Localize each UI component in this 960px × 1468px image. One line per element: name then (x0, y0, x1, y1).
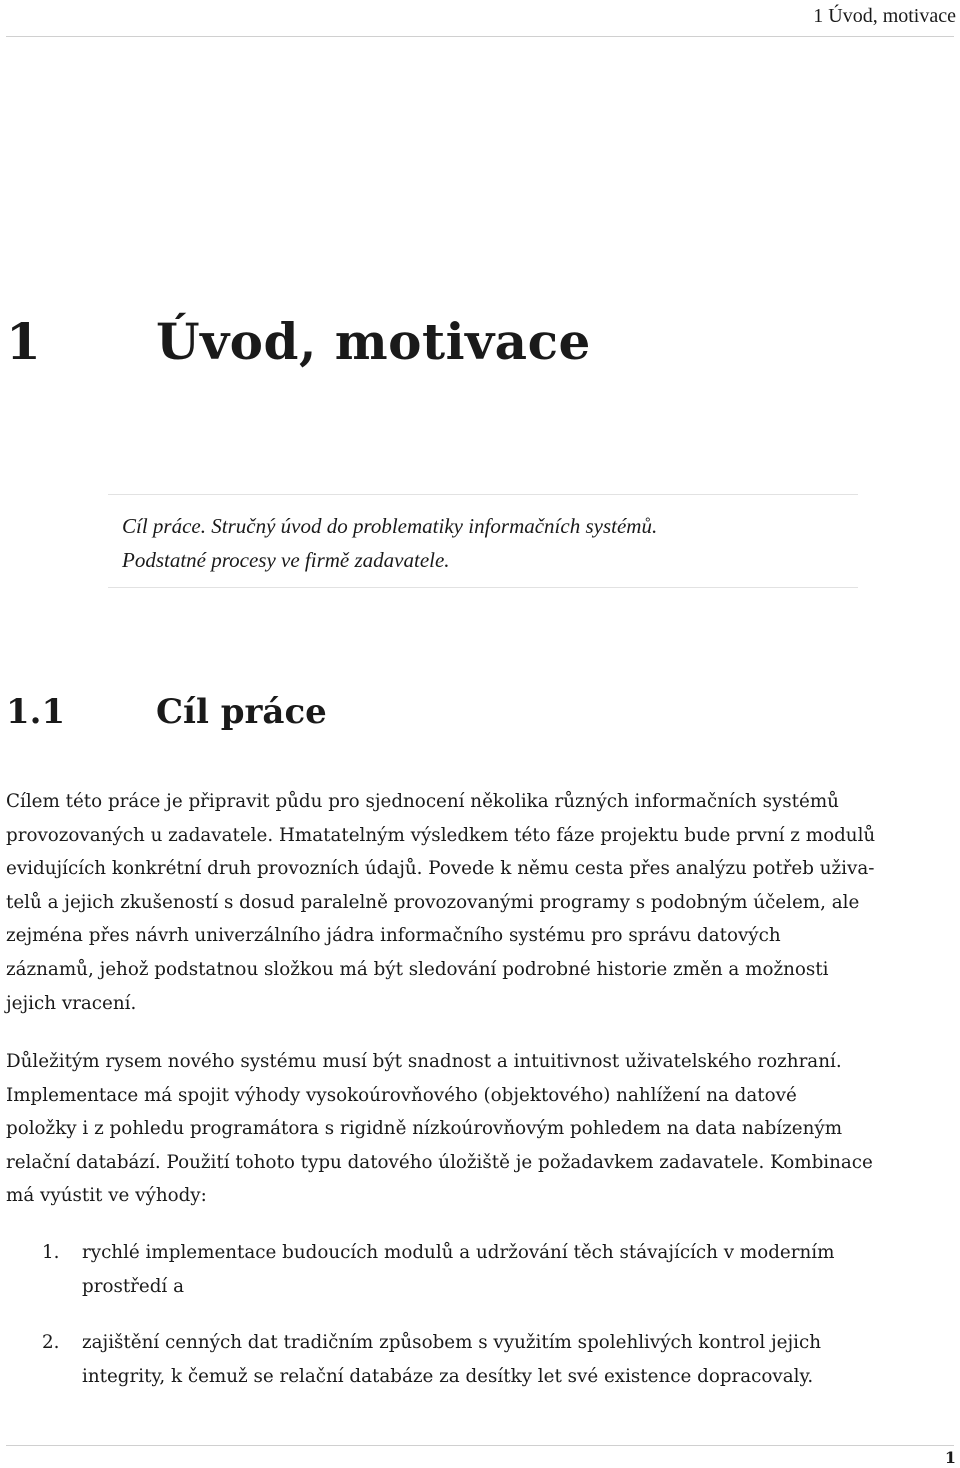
paragraph-line: Cílem této práce je připravit půdu pro sjednocení několika různých informačních systémů (6, 791, 839, 812)
paragraph-line: Implementace má spojit výhody vysokoúrovňového (objektového) nahlížení na datové (6, 1084, 797, 1106)
chapter-number: 1 (6, 312, 42, 371)
paragraph-line: provozovaných u zadavatele. Hmatatelným výsledkem této fáze projektu bude první z modulů (6, 824, 876, 846)
section-title (6, 692, 327, 732)
chapter-title (6, 312, 591, 371)
section-number: 1.1 (6, 692, 66, 732)
paragraph-1 (6, 785, 956, 1020)
paragraph-line: telů a jejich zkušeností s dosud paralelně provozovanými programy s podobným účelem, ale (6, 891, 860, 913)
running-header: 1 Úvod, motivace (813, 5, 956, 27)
paragraph-line: relační databází. Použití tohoto typu datového úložiště je požadavkem zadavatele. Kombinace (6, 1151, 873, 1173)
list-marker: 2. (42, 1332, 60, 1353)
page-number: 1 (944, 1448, 956, 1467)
chapter-abstract (108, 494, 858, 588)
paragraph-line: zejména přes návrh univerzálního jádra informačního systému pro správu datových (6, 925, 781, 947)
section-title-text: Cíl práce (156, 692, 327, 732)
footer-rule (6, 1445, 954, 1446)
list-item-text (82, 1326, 821, 1394)
list-item-line: prostředí a (82, 1276, 184, 1297)
list-item-text (82, 1236, 834, 1304)
paragraph-line: Důležitým rysem nového systému musí být snadnost a intuitivnost uživatelského rozhraní. (6, 1051, 842, 1072)
header-rule (6, 36, 954, 37)
list-marker: 1. (42, 1242, 60, 1263)
list-item-line: zajištění cenných dat tradičním způsobem s využitím spolehlivých kontrol jejich (82, 1332, 822, 1353)
paragraph-line: jejich vracení. (6, 992, 137, 1014)
paragraph-line: záznamů, jehož podstatnou složkou má být sledování podrobné historie změn a možnosti (6, 958, 829, 980)
paragraph-line: položky i z pohledu programátora s rigidně nízkoúrovňovým pohledem na data nabízeným (6, 1118, 843, 1140)
abstract-line: Cíl práce. Stručný úvod do problematiky informačních systémů. (122, 514, 658, 538)
list-item-line: integrity, k čemuž se relační databáze za desítky let své existence dopracovaly. (82, 1366, 814, 1387)
paragraph-line: evidujících konkrétní druh provozních údajů. Povede k němu cesta přes analýzu potřeb uživa- (6, 858, 875, 880)
paragraph-line: má vyústit ve výhody: (6, 1185, 207, 1207)
abstract-line: Podstatné procesy ve firmě zadavatele. (122, 548, 450, 572)
chapter-title-text: Úvod, motivace (156, 312, 591, 371)
paragraph-2 (6, 1045, 956, 1213)
list-item-line: rychlé implementace budoucích modulů a udržování těch stávajících v moderním (82, 1242, 835, 1263)
abstract-text (122, 509, 657, 577)
